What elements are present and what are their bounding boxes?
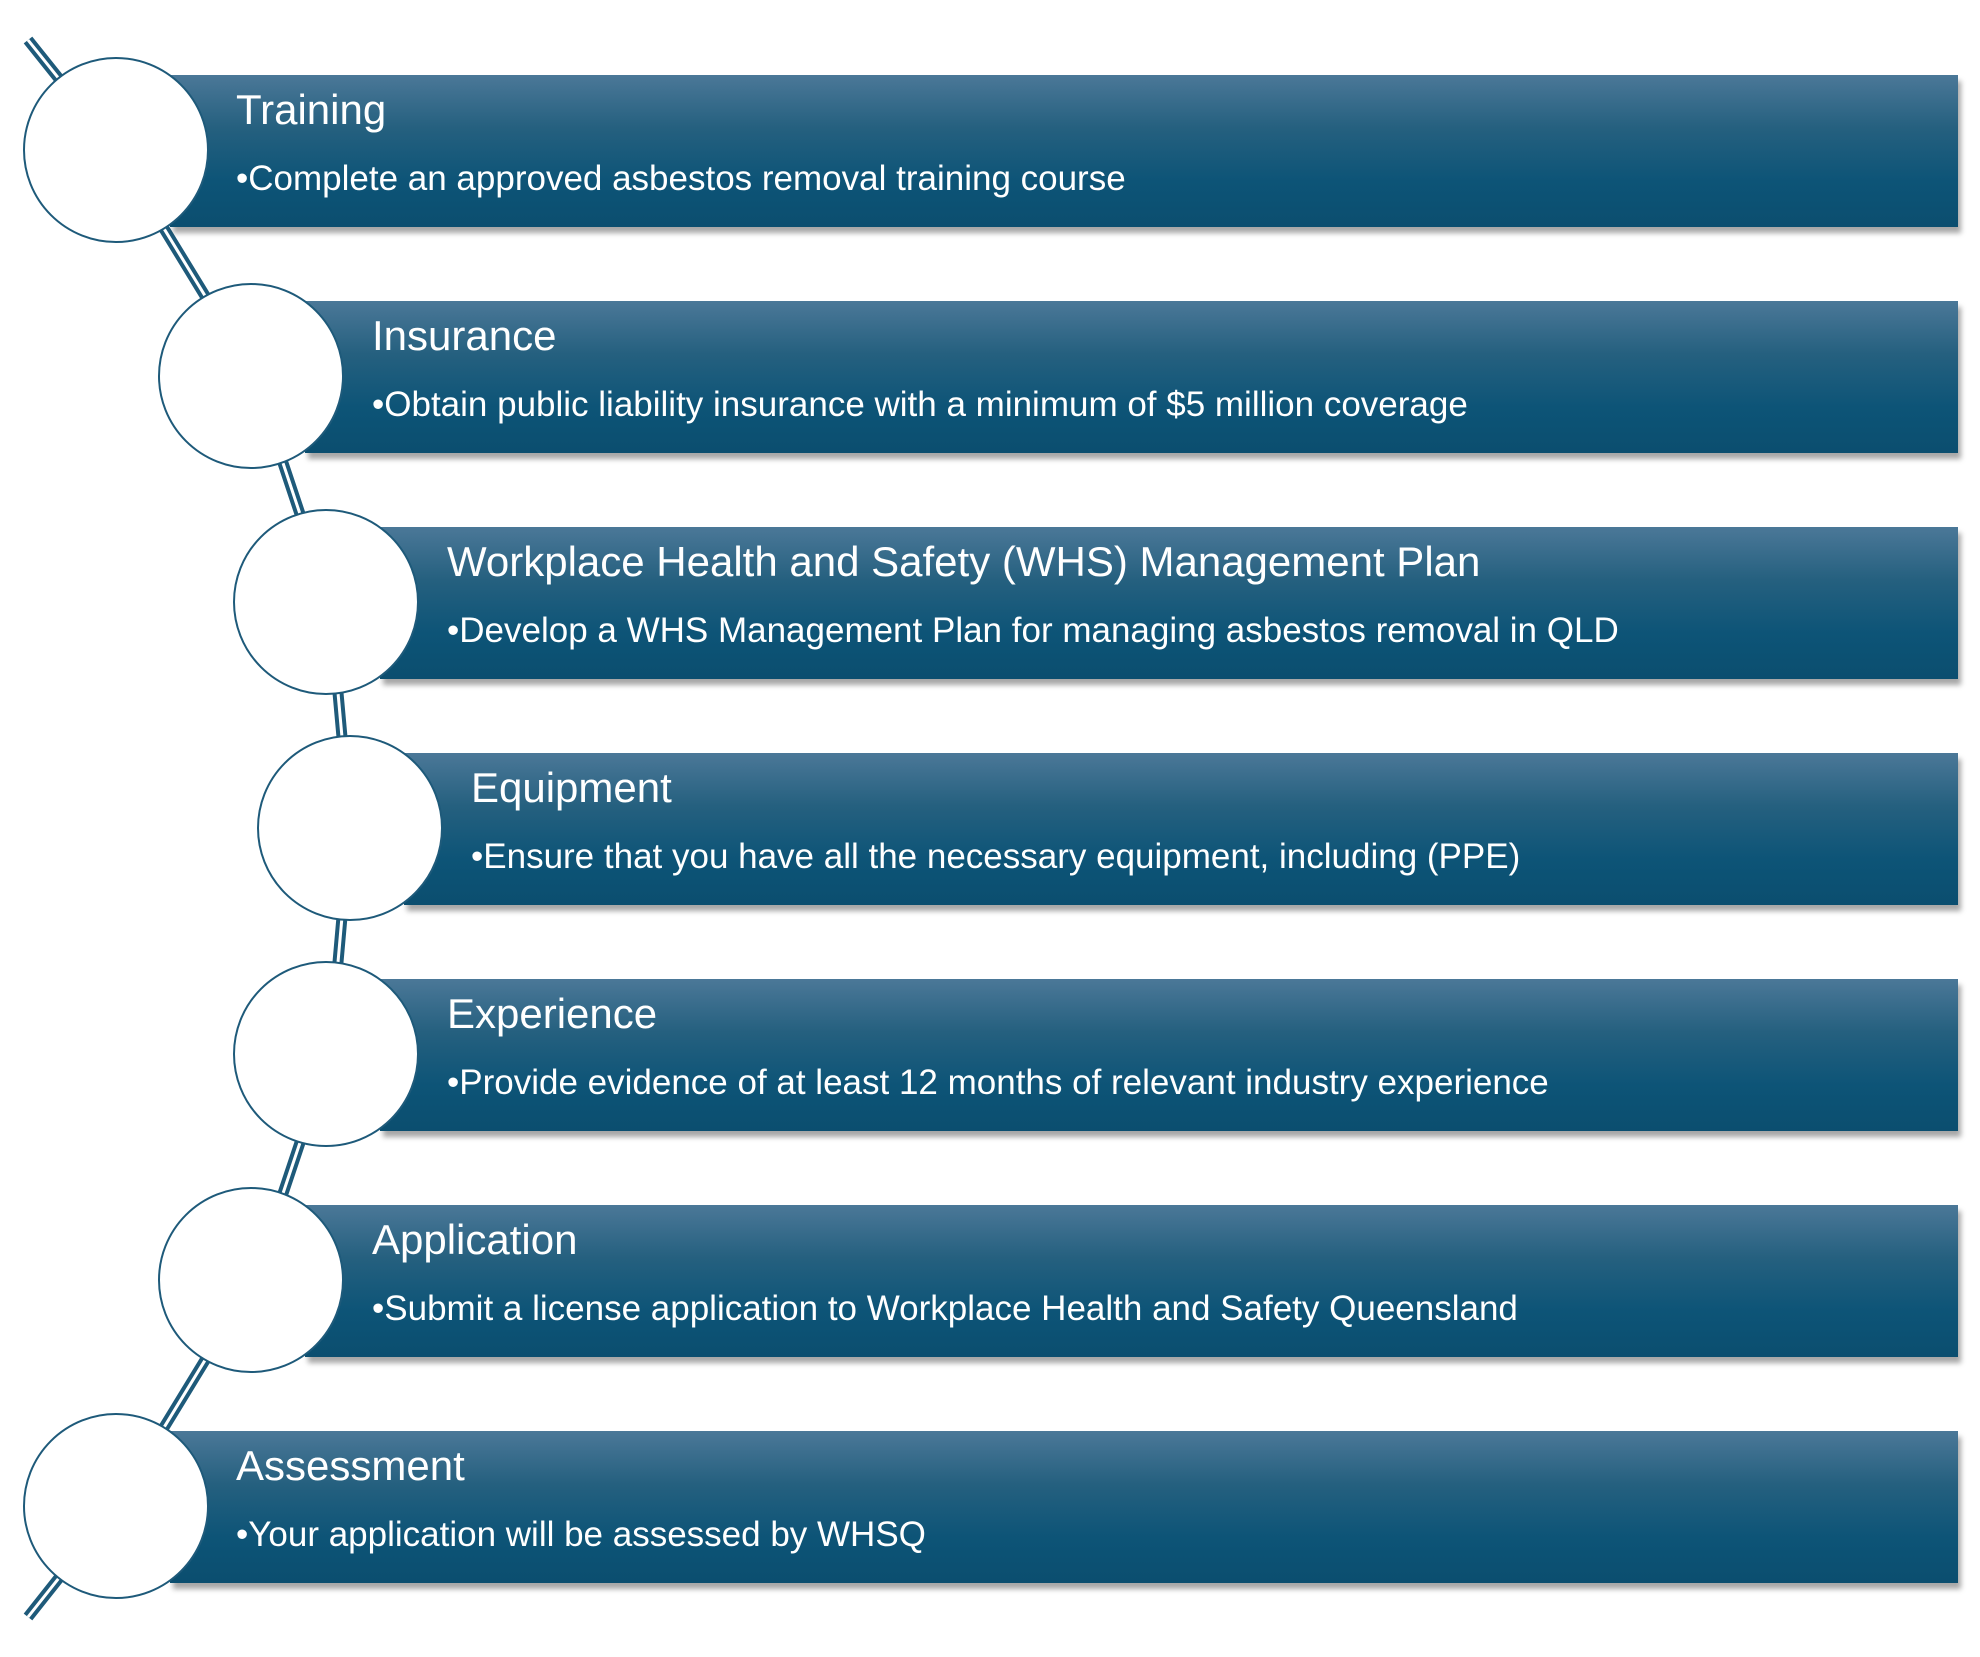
step-description: •Submit a license application to Workplace Health and Safety Queensland [372,1289,1518,1328]
step-circle [158,1187,344,1373]
step-description: •Complete an approved asbestos removal training course [236,159,1126,198]
step-title: Insurance [372,312,557,359]
step-description: •Obtain public liability insurance with a minimum of $5 million coverage [372,385,1468,424]
step-circle [23,1413,209,1599]
step-circle [23,57,209,243]
step-circle [158,283,344,469]
step-circle [257,735,443,921]
step-circle [233,961,419,1147]
step-title: Equipment [471,764,672,811]
step-description: •Develop a WHS Management Plan for managing asbestos removal in QLD [447,611,1619,650]
step-title: Workplace Health and Safety (WHS) Management Plan [447,538,1481,585]
step-bar [170,75,1958,227]
step-description: •Ensure that you have all the necessary equipment, including (PPE) [471,837,1521,876]
step-title: Experience [447,990,658,1037]
step-description: •Provide evidence of at least 12 months of relevant industry experience [447,1063,1549,1102]
step-title: Application [372,1216,578,1263]
step-title: Assessment [236,1442,465,1489]
step-description: •Your application will be assessed by WHSQ [236,1515,926,1554]
step-circle [233,509,419,695]
step-title: Training [236,86,387,133]
